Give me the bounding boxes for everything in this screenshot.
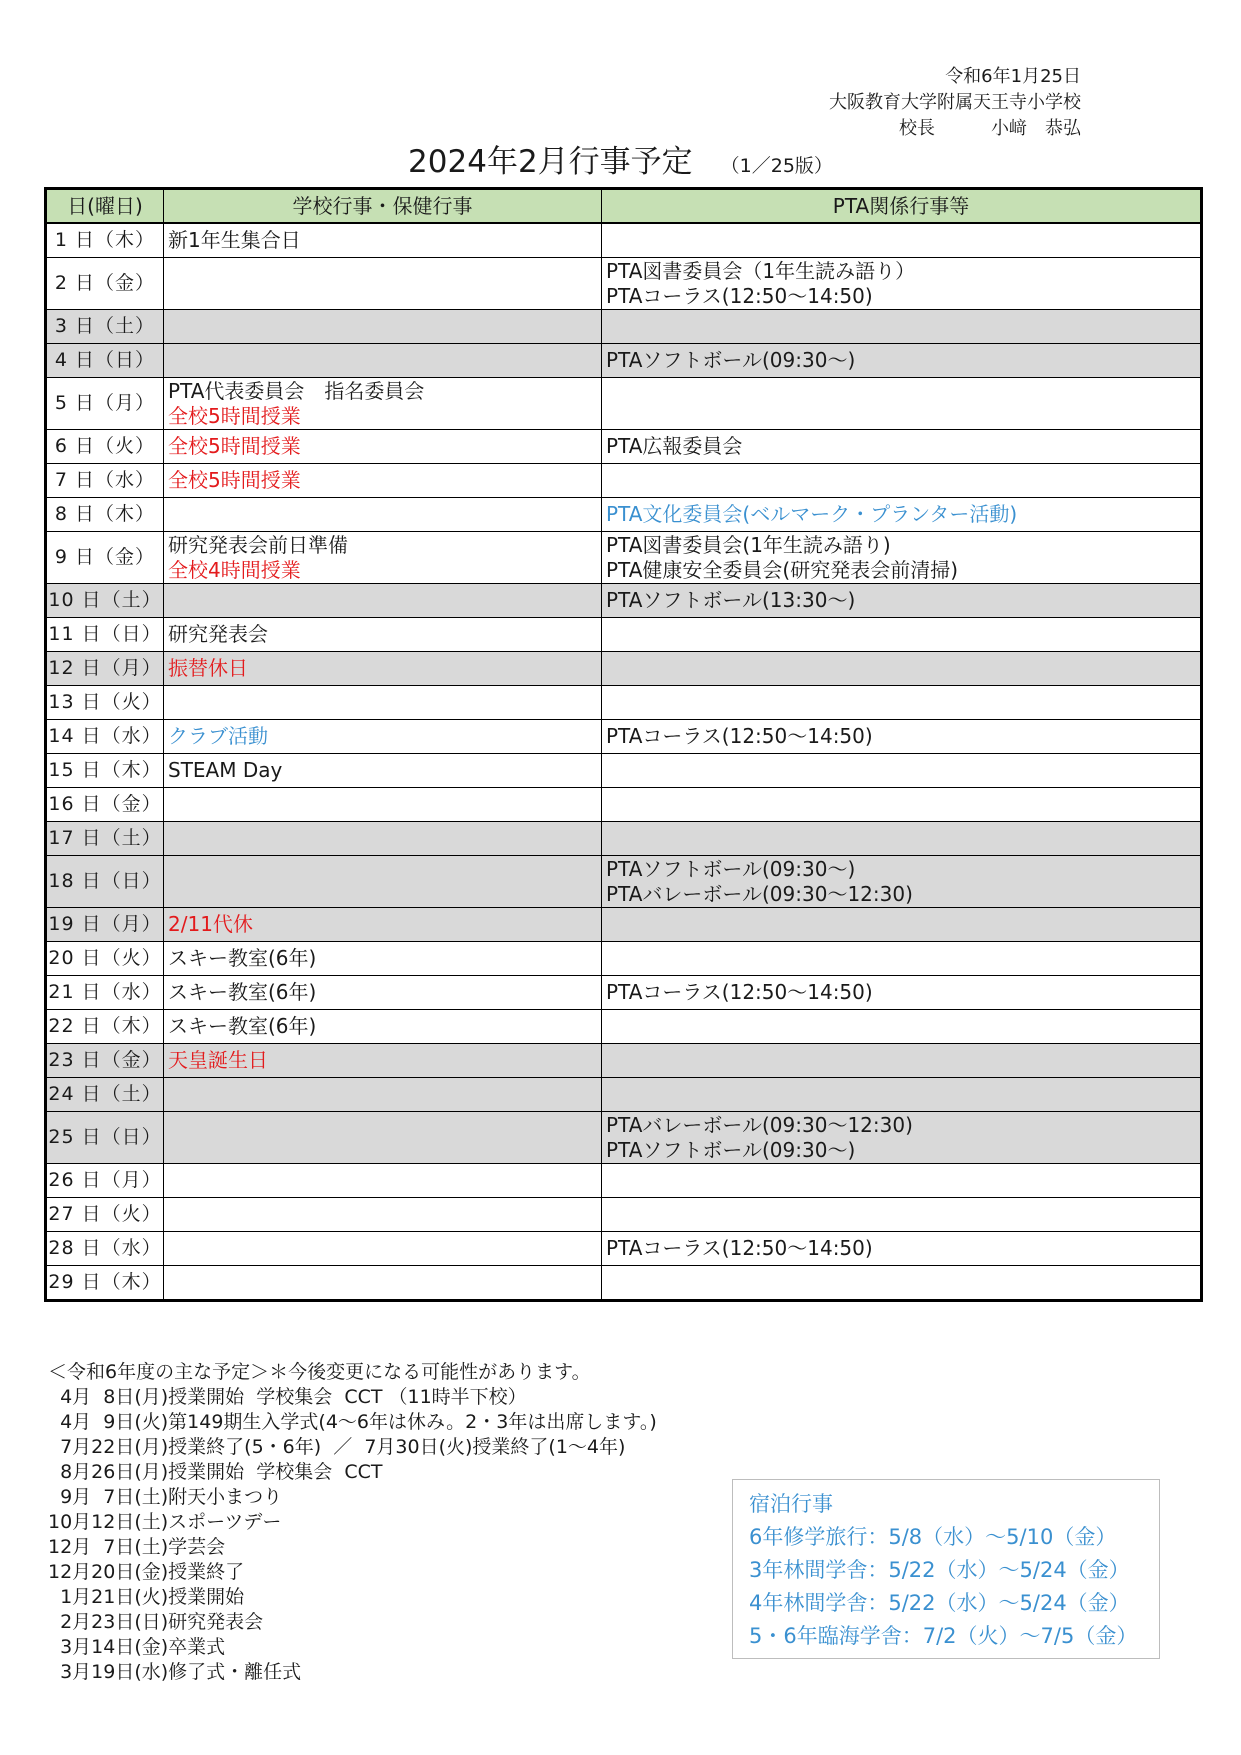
plan-item: 8月26日(月)授業開始 学校集会 CCT bbox=[48, 1461, 383, 1483]
table-row bbox=[46, 856, 1202, 908]
event-entry: PTAソフトボール(09:30～) bbox=[606, 1137, 856, 1162]
pta-event-cell bbox=[602, 908, 1202, 942]
pta-event-cell bbox=[602, 1266, 1202, 1301]
event-entry: 新1年生集合日 bbox=[168, 228, 301, 252]
pta-event-cell bbox=[602, 430, 1202, 464]
table-row bbox=[46, 754, 1202, 788]
day-cell: 13 日（火） bbox=[46, 686, 164, 720]
event-entry: 研究発表会前日準備 bbox=[168, 532, 348, 557]
plan-item: 4月 8日(月)授業開始 学校集会 CCT （11時半下校） bbox=[48, 1386, 527, 1408]
table-row bbox=[46, 310, 1202, 344]
page-title bbox=[0, 142, 1241, 186]
plan-item: 10月12日(土)スポーツデー bbox=[48, 1511, 282, 1533]
event-entry: PTAコーラス(12:50～14:50) bbox=[606, 724, 873, 748]
school-event-cell bbox=[164, 652, 602, 686]
overnight-events-box bbox=[732, 1479, 1160, 1659]
pta-event-cell bbox=[602, 686, 1202, 720]
plans-list bbox=[48, 1385, 657, 1685]
pta-event-cell bbox=[602, 976, 1202, 1010]
pta-event-cell bbox=[602, 942, 1202, 976]
pta-event-cell bbox=[602, 652, 1202, 686]
table-row bbox=[46, 378, 1202, 430]
event-entry: STEAM Day bbox=[168, 758, 283, 782]
event-entry: PTA文化委員会(ベルマーク・プランター活動) bbox=[606, 502, 1018, 526]
table-row bbox=[46, 908, 1202, 942]
school-event-cell bbox=[164, 720, 602, 754]
pta-event-cell bbox=[602, 856, 1202, 908]
day-cell: 1 日（木） bbox=[46, 223, 164, 258]
table-row bbox=[46, 498, 1202, 532]
school-event-cell bbox=[164, 976, 602, 1010]
school-event-cell bbox=[164, 1164, 602, 1198]
school-event-cell bbox=[164, 942, 602, 976]
overnight-item: 3年林間学舎：5/22（水）～5/24（金） bbox=[749, 1558, 1130, 1582]
event-entry: 全校5時間授業 bbox=[168, 468, 301, 492]
table-row bbox=[46, 942, 1202, 976]
day-cell: 14 日（水） bbox=[46, 720, 164, 754]
event-entry: 天皇誕生日 bbox=[168, 1048, 268, 1072]
event-entry: PTAソフトボール(09:30～) bbox=[606, 348, 856, 372]
principal-name: 小﨑 恭弘 bbox=[991, 118, 1081, 139]
event-entry: PTAコーラス(12:50～14:50) bbox=[606, 283, 873, 308]
plan-item: 7月22日(月)授業終了(5・6年) ／ 7月30日(火)授業終了(1～4年) bbox=[48, 1436, 626, 1458]
pta-event-cell bbox=[602, 1044, 1202, 1078]
table-row bbox=[46, 1044, 1202, 1078]
table-row bbox=[46, 1078, 1202, 1112]
day-cell: 6 日（火） bbox=[46, 430, 164, 464]
pta-event-cell bbox=[602, 1112, 1202, 1164]
event-entry: 2/11代休 bbox=[168, 912, 253, 936]
school-event-cell bbox=[164, 344, 602, 378]
day-cell: 10 日（土） bbox=[46, 584, 164, 618]
plan-item: 3月19日(水)修了式・離任式 bbox=[48, 1661, 302, 1683]
pta-event-cell bbox=[602, 378, 1202, 430]
event-entry: スキー教室(6年) bbox=[168, 1014, 317, 1038]
table-row bbox=[46, 1198, 1202, 1232]
pta-event-cell bbox=[602, 532, 1202, 584]
event-entry: PTAソフトボール(09:30～) bbox=[606, 856, 856, 881]
table-row bbox=[46, 1010, 1202, 1044]
day-cell: 2 日（金） bbox=[46, 258, 164, 310]
pta-event-cell bbox=[602, 788, 1202, 822]
event-entry: 全校5時間授業 bbox=[168, 434, 301, 458]
school-event-cell bbox=[164, 908, 602, 942]
school-event-cell bbox=[164, 686, 602, 720]
school-event-cell bbox=[164, 856, 602, 908]
table-row bbox=[46, 532, 1202, 584]
table-row bbox=[46, 223, 1202, 258]
event-entry: PTA健康安全委員会(研究発表会前清掃) bbox=[606, 557, 959, 582]
table-row bbox=[46, 788, 1202, 822]
school-event-cell bbox=[164, 1078, 602, 1112]
school-event-cell bbox=[164, 1232, 602, 1266]
day-cell: 16 日（金） bbox=[46, 788, 164, 822]
day-cell: 9 日（金） bbox=[46, 532, 164, 584]
pta-event-cell bbox=[602, 1164, 1202, 1198]
title-version: （1／25版） bbox=[720, 155, 833, 177]
day-cell: 17 日（土） bbox=[46, 822, 164, 856]
day-cell: 18 日（日） bbox=[46, 856, 164, 908]
day-cell: 23 日（金） bbox=[46, 1044, 164, 1078]
school-event-cell bbox=[164, 618, 602, 652]
day-cell: 19 日（月） bbox=[46, 908, 164, 942]
table-row bbox=[46, 584, 1202, 618]
column-header-day: 日(曜日) bbox=[46, 189, 164, 224]
table-row bbox=[46, 464, 1202, 498]
table-body bbox=[46, 223, 1202, 1301]
event-entry: スキー教室(6年) bbox=[168, 946, 317, 970]
day-cell: 26 日（月） bbox=[46, 1164, 164, 1198]
plan-item: 12月 7日(土)学芸会 bbox=[48, 1536, 226, 1558]
school-event-cell bbox=[164, 258, 602, 310]
pta-event-cell bbox=[602, 1078, 1202, 1112]
pta-event-cell bbox=[602, 498, 1202, 532]
event-entry: クラブ活動 bbox=[168, 724, 268, 748]
event-entry: PTA広報委員会 bbox=[606, 434, 743, 458]
school-event-cell bbox=[164, 430, 602, 464]
day-cell: 29 日（木） bbox=[46, 1266, 164, 1301]
pta-event-cell bbox=[602, 1232, 1202, 1266]
day-cell: 22 日（木） bbox=[46, 1010, 164, 1044]
table-row bbox=[46, 1112, 1202, 1164]
event-entry: 振替休日 bbox=[168, 656, 248, 680]
event-entry: PTAソフトボール(13:30～) bbox=[606, 588, 856, 612]
school-event-cell bbox=[164, 1044, 602, 1078]
issue-date: 令和6年1月25日 bbox=[945, 66, 1081, 87]
day-cell: 4 日（日） bbox=[46, 344, 164, 378]
column-header-pta: PTA関係行事等 bbox=[602, 189, 1202, 224]
pta-event-cell bbox=[602, 1010, 1202, 1044]
school-event-cell bbox=[164, 1266, 602, 1301]
event-entry: 研究発表会 bbox=[168, 622, 268, 646]
principal-title: 校長 bbox=[899, 118, 935, 139]
pta-event-cell bbox=[602, 822, 1202, 856]
day-cell: 21 日（水） bbox=[46, 976, 164, 1010]
pta-event-cell bbox=[602, 584, 1202, 618]
table-row bbox=[46, 976, 1202, 1010]
pta-event-cell bbox=[602, 1198, 1202, 1232]
event-entry: PTAコーラス(12:50～14:50) bbox=[606, 1236, 873, 1260]
overnight-item: 4年林間学舎：5/22（水）～5/24（金） bbox=[749, 1591, 1130, 1615]
title-main: 2024年2月行事予定 bbox=[408, 144, 693, 180]
table-row bbox=[46, 1232, 1202, 1266]
table-row bbox=[46, 720, 1202, 754]
day-cell: 28 日（水） bbox=[46, 1232, 164, 1266]
event-entry: PTA図書委員会（1年生読み語り） bbox=[606, 258, 916, 283]
overnight-list bbox=[749, 1521, 1159, 1653]
table-row bbox=[46, 618, 1202, 652]
event-entry: スキー教室(6年) bbox=[168, 980, 317, 1004]
school-event-cell bbox=[164, 754, 602, 788]
pta-event-cell bbox=[602, 754, 1202, 788]
day-cell: 5 日（月） bbox=[46, 378, 164, 430]
overnight-item: 6年修学旅行：5/8（水）～5/10（金） bbox=[749, 1525, 1117, 1549]
day-cell: 3 日（土） bbox=[46, 310, 164, 344]
plan-item: 4月 9日(火)第149期生入学式(4～6年は休み。2・3年は出席します。) bbox=[48, 1411, 657, 1433]
plan-item: 2月23日(日)研究発表会 bbox=[48, 1611, 264, 1633]
table-row bbox=[46, 686, 1202, 720]
pta-event-cell bbox=[602, 618, 1202, 652]
day-cell: 27 日（火） bbox=[46, 1198, 164, 1232]
school-event-cell bbox=[164, 310, 602, 344]
table-row bbox=[46, 258, 1202, 310]
school-event-cell bbox=[164, 532, 602, 584]
pta-event-cell bbox=[602, 258, 1202, 310]
day-cell: 11 日（日） bbox=[46, 618, 164, 652]
overnight-item: 5・6年臨海学舎：7/2（火）～7/5（金） bbox=[749, 1624, 1138, 1648]
table-header-row bbox=[46, 189, 1202, 224]
pta-event-cell bbox=[602, 310, 1202, 344]
plan-item: 12月20日(金)授業終了 bbox=[48, 1561, 245, 1583]
pta-event-cell bbox=[602, 464, 1202, 498]
school-event-cell bbox=[164, 223, 602, 258]
overnight-title: 宿泊行事 bbox=[749, 1492, 833, 1516]
document-header bbox=[829, 64, 1081, 142]
school-event-cell bbox=[164, 1010, 602, 1044]
day-cell: 20 日（火） bbox=[46, 942, 164, 976]
principal bbox=[899, 116, 1081, 142]
school-name: 大阪教育大学附属天王寺小学校 bbox=[829, 92, 1081, 113]
pta-event-cell bbox=[602, 223, 1202, 258]
table-row bbox=[46, 344, 1202, 378]
event-entry: 全校5時間授業 bbox=[168, 403, 301, 428]
plan-item: 1月21日(火)授業開始 bbox=[48, 1586, 245, 1608]
school-event-cell bbox=[164, 822, 602, 856]
school-event-cell bbox=[164, 464, 602, 498]
table-row bbox=[46, 1164, 1202, 1198]
table-row bbox=[46, 1266, 1202, 1301]
school-event-cell bbox=[164, 788, 602, 822]
day-cell: 25 日（日） bbox=[46, 1112, 164, 1164]
event-entry: PTAバレーボール(09:30～12:30) bbox=[606, 881, 913, 906]
pta-event-cell bbox=[602, 344, 1202, 378]
plan-item: 9月 7日(土)附天小まつり bbox=[48, 1486, 283, 1508]
table-row bbox=[46, 430, 1202, 464]
event-entry: PTA図書委員会(1年生読み語り) bbox=[606, 532, 891, 557]
day-cell: 8 日（木） bbox=[46, 498, 164, 532]
school-event-cell bbox=[164, 1112, 602, 1164]
event-calendar-table bbox=[44, 187, 1203, 1302]
event-entry: PTA代表委員会 指名委員会 bbox=[168, 378, 425, 403]
school-event-cell bbox=[164, 584, 602, 618]
pta-event-cell bbox=[602, 720, 1202, 754]
day-cell: 15 日（木） bbox=[46, 754, 164, 788]
plan-item: 3月14日(金)卒業式 bbox=[48, 1636, 226, 1658]
table-row bbox=[46, 822, 1202, 856]
school-event-cell bbox=[164, 1198, 602, 1232]
day-cell: 12 日（月） bbox=[46, 652, 164, 686]
school-event-cell bbox=[164, 498, 602, 532]
school-event-cell bbox=[164, 378, 602, 430]
event-entry: PTAコーラス(12:50～14:50) bbox=[606, 980, 873, 1004]
table-row bbox=[46, 652, 1202, 686]
column-header-school: 学校行事・保健行事 bbox=[164, 189, 602, 224]
event-entry: 全校4時間授業 bbox=[168, 557, 301, 582]
day-cell: 24 日（土） bbox=[46, 1078, 164, 1112]
plans-heading: ＜令和6年度の主な予定＞＊今後変更になる可能性があります。 bbox=[48, 1361, 591, 1383]
day-cell: 7 日（水） bbox=[46, 464, 164, 498]
event-entry: PTAバレーボール(09:30～12:30) bbox=[606, 1112, 913, 1137]
annual-plans bbox=[48, 1360, 657, 1685]
